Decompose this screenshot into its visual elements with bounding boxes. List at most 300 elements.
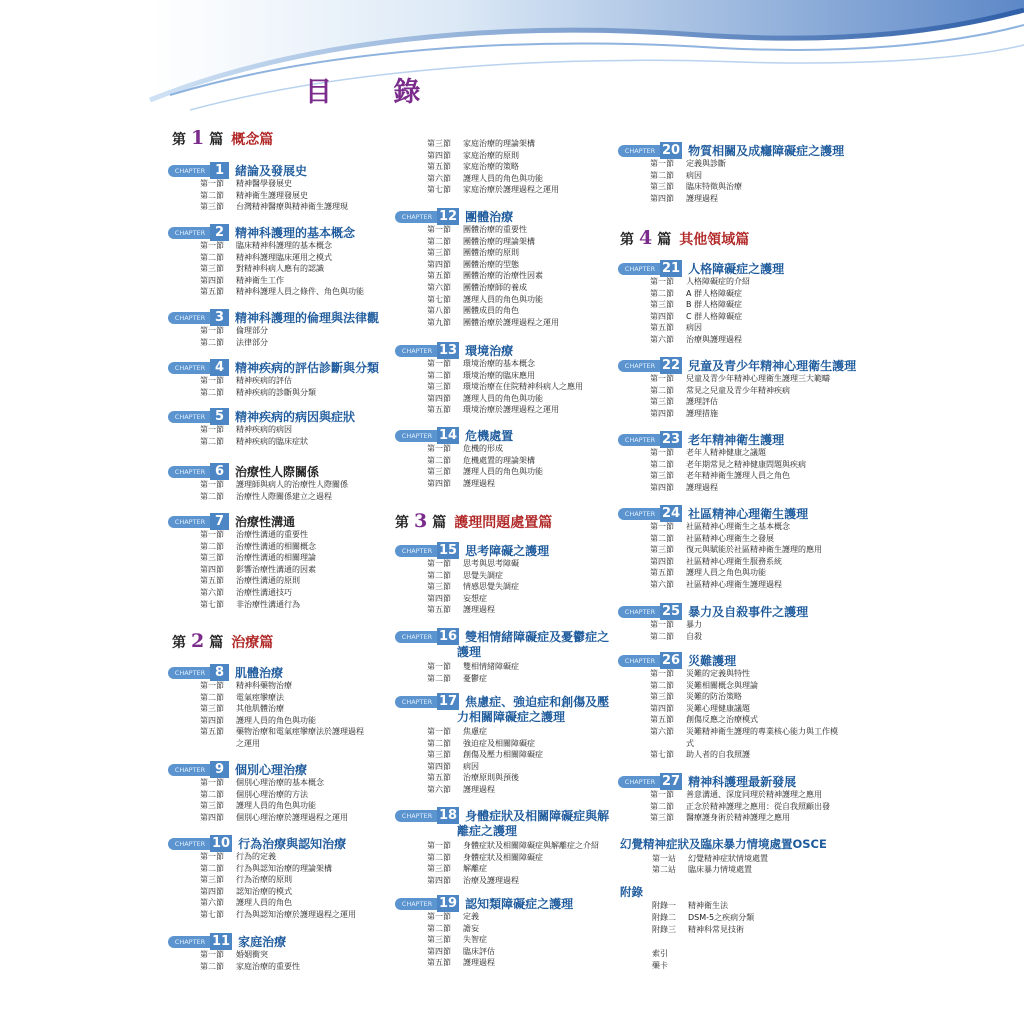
section-label: 第一節 <box>650 374 674 383</box>
section-item[interactable] <box>650 158 726 169</box>
part-word: 篇 <box>657 232 672 248</box>
section-item[interactable] <box>650 726 838 737</box>
chapter-20-heading[interactable] <box>618 140 844 159</box>
section-label: 第二節 <box>427 738 451 748</box>
section-item[interactable] <box>650 470 790 481</box>
section-item[interactable] <box>650 373 830 384</box>
section-item[interactable] <box>427 570 503 581</box>
section-label: 第三節 <box>200 553 224 563</box>
section-item[interactable] <box>427 443 503 454</box>
chapter-25-heading[interactable] <box>618 601 808 620</box>
section-item[interactable] <box>427 772 519 783</box>
section-title: 護理人員的角色 <box>236 898 292 908</box>
section-item[interactable] <box>427 224 527 235</box>
chapter-13-heading[interactable] <box>395 340 513 359</box>
chapter-title-continued: 力相關障礙症之護理 <box>457 710 566 724</box>
section-title: 焦慮症 <box>463 727 487 736</box>
section-label: 第一節 <box>427 727 451 736</box>
section-label: 第五節 <box>200 576 224 586</box>
part-name: 其他領域篇 <box>679 232 750 248</box>
section-item[interactable] <box>427 726 487 737</box>
chapter-badge-label: CHAPTER <box>168 667 212 679</box>
section-title: 行為與認知治療於護理過程之運用 <box>236 910 356 919</box>
section-item[interactable] <box>200 800 316 811</box>
section-item[interactable] <box>200 812 348 823</box>
section-title: 治療原則與預後 <box>463 773 519 783</box>
chapter-27-heading[interactable] <box>618 771 796 790</box>
chapter-3-heading[interactable] <box>168 307 379 326</box>
station-label: 第二站 <box>652 865 676 874</box>
section-title: 正念於精神護理之應用：從自我照顧出發 <box>686 801 830 811</box>
section-title: 臨床精神科護理的基本概念 <box>236 241 332 250</box>
section-item[interactable] <box>427 305 519 316</box>
section-title: 治療與護理過程 <box>686 335 742 344</box>
chapter-number: 5 <box>210 408 229 425</box>
chapter-21-heading[interactable] <box>618 258 784 277</box>
section-item[interactable] <box>650 170 702 181</box>
section-item[interactable] <box>650 680 758 691</box>
chapter-1-heading[interactable] <box>168 160 307 179</box>
section-item[interactable] <box>650 322 702 333</box>
section-title: 倫理部分 <box>236 326 268 335</box>
section-label: 第三節 <box>200 202 224 212</box>
section-item[interactable] <box>200 424 292 435</box>
section-item[interactable] <box>427 581 519 592</box>
appendix-item[interactable] <box>652 912 754 923</box>
section-item[interactable] <box>427 358 535 369</box>
section-item[interactable] <box>427 393 543 404</box>
section-title: 護理人員的角色與功能 <box>463 467 543 477</box>
chapter-badge-label: CHAPTER <box>168 466 212 478</box>
section-item[interactable] <box>200 286 364 297</box>
section-title: 精神衛生工作 <box>236 275 284 285</box>
section-label: 第一節 <box>200 480 224 489</box>
section-label: 第五節 <box>427 958 451 968</box>
section-item[interactable] <box>427 934 487 945</box>
chapter-badge-label: CHAPTER <box>395 898 439 910</box>
section-item[interactable] <box>200 886 292 897</box>
chapter-badge-label: CHAPTER <box>395 430 439 442</box>
osce-item[interactable] <box>652 864 752 875</box>
chapter-number: 16 <box>439 629 458 644</box>
section-title: 精神醫學發展史 <box>236 179 292 188</box>
section-item[interactable] <box>650 181 742 192</box>
chapter-badge-label: CHAPTER <box>618 434 662 446</box>
section-label: 第六節 <box>650 335 674 344</box>
section-item[interactable] <box>427 259 519 270</box>
section-item[interactable] <box>650 567 766 578</box>
section-label: 第一節 <box>200 241 224 250</box>
section-item[interactable] <box>200 178 292 189</box>
section-label: 第四節 <box>427 761 451 771</box>
section-item[interactable] <box>200 190 308 201</box>
chapter-title: 精神科護理最新發展 <box>688 775 797 789</box>
chapter-title: 災難護理 <box>688 654 737 668</box>
chapter-19-heading[interactable] <box>395 893 573 912</box>
section-label: 第二節 <box>427 852 451 862</box>
section-item[interactable] <box>200 961 300 972</box>
chapter-number: 18 <box>439 808 458 823</box>
section-item[interactable] <box>650 299 742 310</box>
section-item[interactable] <box>427 875 519 886</box>
section-item[interactable] <box>200 436 308 447</box>
part-word: 篇 <box>432 515 447 531</box>
section-item[interactable] <box>200 738 260 749</box>
chapter-6-heading[interactable] <box>168 461 319 480</box>
appendix-title: 精神衛生法 <box>688 901 728 910</box>
section-label: 第二節 <box>200 491 224 501</box>
section-label: 第七節 <box>427 185 451 195</box>
chapter-title: 肌體治療 <box>235 666 284 680</box>
section-title: C 群人格障礙症 <box>686 311 743 321</box>
section-item[interactable] <box>427 840 599 851</box>
section-item[interactable] <box>200 851 276 862</box>
section-item[interactable] <box>427 381 583 392</box>
section-label: 第二節 <box>427 236 451 246</box>
section-title: 團體成員的角色 <box>463 306 519 316</box>
section-label: 第一節 <box>200 681 224 690</box>
section-title: 護理評估 <box>686 397 718 407</box>
appendix-item[interactable] <box>652 900 728 911</box>
section-item[interactable] <box>650 691 742 702</box>
section-label: 第三節 <box>650 300 674 310</box>
section-title: 暴力 <box>686 620 702 629</box>
chapter-title: 暴力及自殺事件之護理 <box>688 605 809 619</box>
section-title: 護理過程 <box>686 482 718 492</box>
appendix-item[interactable] <box>652 924 744 935</box>
section-item[interactable] <box>200 949 268 960</box>
index-link[interactable]: 索引 <box>652 949 668 958</box>
part-number: 3 <box>414 510 428 532</box>
section-item[interactable] <box>427 466 543 477</box>
section-title: 台灣精神醫療與精神衛生護理現 <box>236 202 348 212</box>
part-word: 第 <box>172 635 186 651</box>
chapter-7-heading[interactable] <box>168 511 295 530</box>
section-label: 第四節 <box>200 564 224 574</box>
chapter-title: 緒論及發展史 <box>235 164 308 178</box>
section-item[interactable] <box>427 946 495 957</box>
section-item[interactable] <box>427 161 519 172</box>
section-item[interactable] <box>650 749 750 760</box>
section-item[interactable] <box>427 455 535 466</box>
chapter-number: 17 <box>439 694 458 709</box>
section-title: 醫療護身術於精神護理之應用 <box>686 813 790 823</box>
section-item[interactable] <box>427 150 519 161</box>
section-item[interactable] <box>650 544 822 555</box>
chapter-12-heading[interactable] <box>395 206 513 225</box>
section-label: 第三節 <box>650 471 674 481</box>
section-item[interactable] <box>200 897 292 908</box>
section-title: 個別心理治療的方法 <box>236 789 308 799</box>
section-item[interactable] <box>200 387 316 398</box>
section-item[interactable] <box>427 294 543 305</box>
section-label: 第一節 <box>427 225 451 234</box>
section-item[interactable] <box>200 275 284 286</box>
osce-item[interactable] <box>652 853 768 864</box>
section-title: 身體症狀及相關障礙症與解離症之介紹 <box>463 841 599 850</box>
section-item[interactable] <box>650 193 718 204</box>
section-title: 臨床評估 <box>463 946 495 956</box>
section-item[interactable] <box>650 579 782 590</box>
section-item[interactable] <box>650 533 774 544</box>
section-item[interactable] <box>200 375 292 386</box>
section-item[interactable] <box>650 288 742 299</box>
section-item[interactable] <box>200 599 300 610</box>
section-item[interactable] <box>427 749 543 760</box>
section-item[interactable] <box>427 738 535 749</box>
chapter-badge-label: CHAPTER <box>168 227 212 239</box>
section-item[interactable] <box>200 715 316 726</box>
section-item[interactable] <box>650 789 822 800</box>
section-item[interactable] <box>200 692 284 703</box>
chapter-number: 3 <box>210 309 229 326</box>
section-title: 護理措施 <box>686 408 718 418</box>
section-label: 第三節 <box>427 382 451 392</box>
section-item[interactable] <box>650 738 694 749</box>
section-title: 老年期常見之精神健康問題與疾病 <box>686 459 806 469</box>
section-item[interactable] <box>200 240 332 251</box>
section-title: 其他肌體治療 <box>236 704 284 714</box>
chapter-number: 14 <box>439 428 458 443</box>
station-title: 臨床暴力情境處置 <box>688 865 752 874</box>
section-item[interactable] <box>427 173 543 184</box>
section-item[interactable] <box>427 661 519 672</box>
section-item[interactable] <box>427 673 487 684</box>
appendix-heading[interactable]: 附錄 <box>620 885 643 899</box>
section-item[interactable] <box>200 552 316 563</box>
section-label: 第一節 <box>200 950 224 959</box>
section-label: 第一節 <box>650 790 674 799</box>
section-title: 環境治療於護理過程之運用 <box>463 405 559 415</box>
section-title: 社區精神心理衛生之發展 <box>686 533 774 543</box>
section-label: 第四節 <box>200 812 224 822</box>
section-item[interactable] <box>200 529 308 540</box>
section-label: 第二節 <box>650 459 674 469</box>
part-word: 第 <box>395 515 409 531</box>
chapter-10-heading[interactable] <box>168 833 346 852</box>
section-title: 治療及護理過程 <box>463 875 519 885</box>
section-label: 第二節 <box>650 631 674 641</box>
section-item[interactable] <box>427 558 519 569</box>
section-item[interactable] <box>650 619 702 630</box>
section-title: 個別心理治療的基本概念 <box>236 778 324 787</box>
section-label: 第三節 <box>427 750 451 760</box>
section-item[interactable] <box>427 282 527 293</box>
chapter-badge-label: CHAPTER <box>395 631 439 643</box>
chapter-badge-label: CHAPTER <box>395 345 439 357</box>
section-title: 精神科護理臨床運用之模式 <box>236 252 332 262</box>
section-item[interactable] <box>200 325 268 336</box>
chapter-title: 行為治療與認知治療 <box>238 837 347 851</box>
section-item[interactable] <box>200 564 316 575</box>
section-item[interactable] <box>200 201 348 212</box>
section-title: B 群人格障礙症 <box>686 300 743 310</box>
section-item[interactable] <box>427 184 559 195</box>
section-item[interactable] <box>427 317 559 328</box>
chapter-title: 老年精神衛生護理 <box>688 433 785 447</box>
section-label: 第一節 <box>200 852 224 861</box>
section-label: 第四節 <box>200 275 224 285</box>
section-item[interactable] <box>200 863 332 874</box>
section-item[interactable] <box>650 812 790 823</box>
section-item[interactable] <box>200 874 292 885</box>
chapter-badge-label: CHAPTER <box>168 411 212 423</box>
section-title: 情感思覺失調症 <box>463 582 519 592</box>
section-item[interactable] <box>427 923 479 934</box>
section-title: 災難的防治策略 <box>686 692 742 702</box>
section-label: 第六節 <box>427 173 451 183</box>
section-label: 第三節 <box>427 864 451 874</box>
section-item[interactable] <box>200 777 324 788</box>
chapter-number: 25 <box>662 604 681 619</box>
section-title: 社區精神心理衛生之基本概念 <box>686 522 790 531</box>
chapter-title: 危機處置 <box>465 429 514 443</box>
chapter-11-heading[interactable] <box>168 931 286 950</box>
section-item[interactable] <box>427 138 535 149</box>
chapter-badge-label: CHAPTER <box>168 312 212 324</box>
section-label: 第四節 <box>650 408 674 418</box>
section-label: 第二節 <box>200 863 224 873</box>
section-item[interactable] <box>427 957 495 968</box>
section-title: 個別心理治療於護理過程之運用 <box>236 812 348 822</box>
section-title: 創傷反應之治療模式 <box>686 715 758 725</box>
chapter-badge-label: CHAPTER <box>168 936 212 948</box>
section-item[interactable] <box>650 556 782 567</box>
part-word: 篇 <box>209 635 224 651</box>
section-item[interactable] <box>200 726 364 737</box>
osce-heading[interactable]: 幻覺精神症狀及臨床暴力情境處置OSCE <box>620 837 827 851</box>
section-item[interactable] <box>200 909 356 920</box>
section-label: 第二節 <box>650 533 674 543</box>
section-item[interactable] <box>427 478 495 489</box>
chapter-15-heading[interactable] <box>395 540 549 559</box>
section-item[interactable] <box>650 447 766 458</box>
chapter-16-heading[interactable] <box>395 626 609 645</box>
chapter-number: 10 <box>212 836 231 851</box>
section-label: 第四節 <box>427 946 451 956</box>
section-item[interactable] <box>427 247 519 258</box>
section-label: 第一節 <box>200 425 224 434</box>
section-item[interactable] <box>200 575 300 586</box>
section-label: 第三節 <box>427 935 451 945</box>
section-title: 危機處置的理論架構 <box>463 455 535 465</box>
section-label: 第一節 <box>200 179 224 188</box>
section-item[interactable] <box>427 761 479 772</box>
section-item[interactable] <box>200 252 332 263</box>
section-item[interactable] <box>650 396 718 407</box>
section-item[interactable] <box>200 479 348 490</box>
section-title: 護理師與病人的治療性人際關係 <box>236 480 348 489</box>
section-label: 第三節 <box>650 813 674 823</box>
chapter-14-heading[interactable] <box>395 425 513 444</box>
chapter-badge-label: CHAPTER <box>618 606 662 618</box>
appendix-title: 精神科常見技術 <box>688 925 744 934</box>
section-item[interactable] <box>200 491 332 502</box>
section-title: 災難心理健康議題 <box>686 703 750 713</box>
drug-card-link[interactable]: 藥卡 <box>652 961 668 970</box>
chapter-number: 8 <box>210 664 229 681</box>
section-item[interactable] <box>650 276 750 287</box>
section-title: 精神疾病的診斷與分類 <box>236 387 316 397</box>
section-item[interactable] <box>650 521 790 532</box>
section-item[interactable] <box>200 587 292 598</box>
section-item[interactable] <box>650 334 742 345</box>
section-item[interactable] <box>427 852 543 863</box>
section-item[interactable] <box>650 631 702 642</box>
section-label: 第三節 <box>427 467 451 477</box>
section-title: 團體治療的原則 <box>463 248 519 258</box>
section-item[interactable] <box>427 593 487 604</box>
section-item[interactable] <box>650 459 806 470</box>
section-label: 第三節 <box>200 264 224 274</box>
chapter-4-heading[interactable] <box>168 357 379 376</box>
section-item[interactable] <box>427 404 559 415</box>
section-title: 婚姻衝突 <box>236 950 268 959</box>
section-item[interactable] <box>200 789 308 800</box>
section-item[interactable] <box>650 668 750 679</box>
chapter-number: 26 <box>662 653 681 668</box>
section-item[interactable] <box>427 863 487 874</box>
section-title: 護理過程 <box>463 478 495 488</box>
section-item[interactable] <box>427 911 479 922</box>
section-item[interactable] <box>200 703 284 714</box>
section-title: 護理人員的角色與功能 <box>463 294 543 304</box>
chapter-title: 認知類障礙症之護理 <box>465 897 574 911</box>
section-item[interactable] <box>200 680 292 691</box>
section-label: 第四節 <box>200 886 224 896</box>
section-item[interactable] <box>427 784 495 795</box>
chapter-22-heading[interactable] <box>618 355 856 374</box>
section-item[interactable] <box>650 703 750 714</box>
chapter-number: 13 <box>439 343 458 358</box>
chapter-number: 19 <box>439 896 458 911</box>
chapter-23-heading[interactable] <box>618 429 784 448</box>
section-item[interactable] <box>650 385 790 396</box>
chapter-number: 6 <box>210 463 229 480</box>
section-label: 第五節 <box>200 727 224 737</box>
part-word: 篇 <box>209 132 224 148</box>
section-label: 第五節 <box>650 715 674 725</box>
section-item[interactable] <box>650 408 718 419</box>
section-item[interactable] <box>427 370 535 381</box>
part-word: 第 <box>620 232 634 248</box>
section-item[interactable] <box>200 541 316 552</box>
section-item[interactable] <box>427 236 535 247</box>
section-item[interactable] <box>427 270 543 281</box>
section-label: 第三節 <box>650 692 674 702</box>
chapter-26-heading[interactable] <box>618 650 736 669</box>
section-item[interactable] <box>650 801 830 812</box>
section-title: 護理人員的角色與功能 <box>236 801 316 811</box>
chapter-24-heading[interactable] <box>618 503 808 522</box>
chapter-2-heading[interactable] <box>168 222 355 241</box>
section-item[interactable] <box>200 337 268 348</box>
section-item[interactable] <box>650 482 718 493</box>
section-item[interactable] <box>650 714 758 725</box>
section-item[interactable] <box>427 604 495 615</box>
chapter-9-heading[interactable] <box>168 759 307 778</box>
section-label: 第一節 <box>427 912 451 921</box>
chapter-8-heading[interactable] <box>168 662 283 681</box>
section-label: 第四節 <box>427 875 451 885</box>
section-item[interactable] <box>200 263 324 274</box>
section-item[interactable] <box>650 311 742 322</box>
section-title: 電氣痙攣療法 <box>236 692 284 702</box>
section-title: 妄想症 <box>463 593 487 603</box>
chapter-5-heading[interactable] <box>168 406 355 425</box>
section-title: 病因 <box>686 170 702 180</box>
section-label: 第一節 <box>427 559 451 568</box>
